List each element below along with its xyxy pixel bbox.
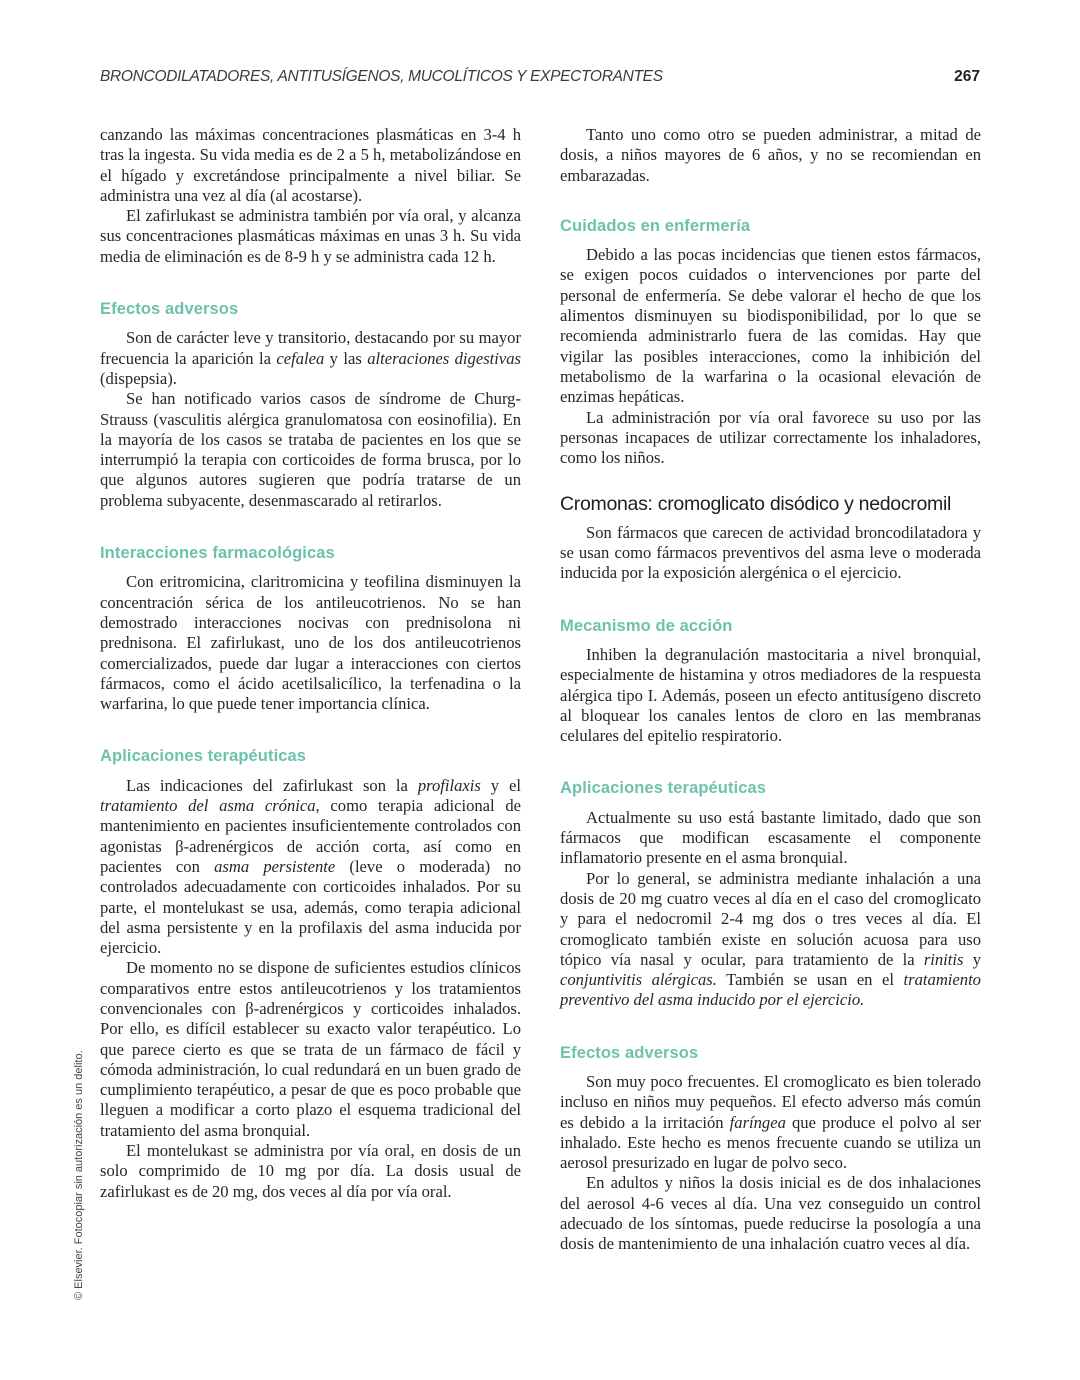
copyright-notice: © Elsevier. Fotocopiar sin autorización es un delito. xyxy=(73,1050,85,1300)
page-number: 267 xyxy=(954,68,980,85)
section-heading-cromonas: Cromonas: cromoglicato disódico y nedocromil xyxy=(560,493,952,516)
right-column xyxy=(560,125,981,1255)
paragraph: Son de carácter leve y transitorio, destacando por su mayor frecuencia la aparición la cefalea y las alteraciones digestivas (dispepsia). xyxy=(100,328,521,388)
paragraph: Tanto uno como otro se pueden administrar, a mitad de dosis, a niños mayores de 6 años, y no se recomiendan en embarazadas. xyxy=(560,125,981,185)
paragraph: El zafirlukast se administra también por vía oral, y alcanza sus concentraciones plasmáticas máximas en unas 3 h. Su vida media de eliminación es de 8-9 h y se administra cada 12 h. xyxy=(100,206,521,266)
paragraph: Son muy poco frecuentes. El cromoglicato es bien tolerado incluso en niños muy pequeños. El efecto adverso más común es debido a la irritación faríngea que produce el polvo al ser inhalado. Este hecho es menos frecuente cuando se utiliza un aerosol presurizado en lugar de polvo seco. xyxy=(560,1071,981,1173)
paragraph: Son fármacos que carecen de actividad broncodilatadora y se usan como fármacos preventivos del asma leve o moderada inducida por la exposición alergénica o el ejercicio. xyxy=(560,522,981,583)
paragraph: Debido a las pocas incidencias que tienen estos fármacos, se exigen pocos cuidados o intervenciones por parte del personal de enfermería. Se debe valorar el hecho de que los alimentos disminuyen su biodisponibilidad, por lo que se recomienda administrarlo fuera de las comidas. Hay que vigilar las posibles interacciones, como la inhibición del metabolismo de la warfarina o la ocasional elevación de enzimas hepáticas. xyxy=(560,245,981,407)
paragraph: De momento no se dispone de suficientes estudios clínicos comparativos entre estos antileucotrienos y los tratamientos convencionales con β-adrenérgicos y corticoides inhalados. Por ello, es difícil establecer su exacto valor terapéutico. Lo que parece cierto es que se trata de un fármaco de fácil y cómoda administración, lo cual redundará en un buen grado de cumplimiento terapéutico, a pesar de que es poco probable que lleguen a modificar a corto plazo el esquema tradicional del tratamiento del asma bronquial. xyxy=(100,958,521,1140)
section-heading-efectos-adversos: Efectos adversos xyxy=(100,300,239,319)
paragraph: El montelukast se administra por vía oral, en dosis de un solo comprimido de 10 mg por día. La dosis usual de zafirlukast es de 20 mg, dos veces al día por vía oral. xyxy=(100,1141,521,1201)
paragraph: Por lo general, se administra mediante inhalación a una dosis de 20 mg cuatro veces al día en el caso del cromoglicato y para el nedocromil 2-4 mg dos o tres veces al día. El cromoglicato también existe en solución acuosa para uso tópico vía nasal y ocular, para tratamiento de la rinitis y conjuntivitis alérgicas. También se usan en el tratamiento preventivo del asma inducido por el ejercicio. xyxy=(560,868,981,1010)
paragraph: Las indicaciones del zafirlukast son la profilaxis y el tratamiento del asma crónica, como terapia adicional de mantenimiento en pacientes insuficientemente controlados con agonistas β-adrenérgicos de acción corta, así como en pacientes con asma persistente (leve o moderada) no controlados adecuadamente con corticoides inhalados. Por su parte, el montelukast se usa, además, como terapia adicional del asma persistente y en la profilaxis del asma inducida por ejercicio. xyxy=(100,775,522,958)
section-heading-cuidados: Cuidados en enfermería xyxy=(560,216,751,235)
paragraph: Inhiben la degranulación mastocitaria a nivel bronquial, especialmente de histamina y otros mediadores de la respuesta alérgica tipo I. Además, poseen un efecto antitusígeno discreto al bloquear los canales lentos de cloro en las membranas celulares del epitelio respiratorio. xyxy=(560,644,981,746)
section-heading-aplicaciones: Aplicaciones terapéuticas xyxy=(100,747,307,766)
section-heading-aplicaciones-cromonas: Aplicaciones terapéuticas xyxy=(560,779,767,798)
left-column xyxy=(100,125,521,1202)
paragraph: Se han notificado varios casos de síndrome de Churg-Strauss (vasculitis alérgica granulomatosa con eosinofilia). En la mayoría de los casos se trataba de pacientes en los que se interrumpió la terapia con corticoides de forma brusca, por lo que algunos autores sugieren que podría tratarse de un problema subyacente, desenmascarado al retirarlos. xyxy=(100,389,521,510)
paragraph: canzando las máximas concentraciones plasmáticas en 3-4 h tras la ingesta. Su vida media es de 2 a 5 h, metabolizándose en el hígado y excretándose principalmente a nivel biliar. Se administra una vez al día (al acostarse). xyxy=(100,125,521,205)
section-heading-mecanismo: Mecanismo de acción xyxy=(560,616,733,635)
running-header xyxy=(100,68,980,90)
paragraph: Con eritromicina, claritromicina y teofilina disminuyen la concentración sérica de los antileucotrienos. No se han demostrado interacciones nocivas con prednisolona ni prednisona. El zafirlukast, uno de los dos antileucotrienos comercializados, puede dar lugar a interacciones con ciertos fármacos, como el ácido acetilsalicílico, la terfenadina o la warfarina, lo que puede tener importancia clínica. xyxy=(100,572,521,714)
section-heading-efectos-cromonas: Efectos adversos xyxy=(560,1043,699,1062)
paragraph: Actualmente su uso está bastante limitado, dado que son fármacos que modifican escasamente el componente inflamatorio presente en el asma bronquial. xyxy=(560,807,981,868)
running-title: BRONCODILATADORES, ANTITUSÍGENOS, MUCOLÍTICOS Y EXPECTORANTES xyxy=(100,68,663,85)
paragraph: En adultos y niños la dosis inicial es de dos inhalaciones del aerosol 4-6 veces al día. Una vez conseguido un control adecuado de los síntomas, puede reducirse la posología a una dosis de mantenimiento de una inhalación cuatro veces al día. xyxy=(560,1173,981,1254)
paragraph: La administración por vía oral favorece su uso por las personas incapaces de utilizar correctamente los inhaladores, como los niños. xyxy=(560,407,981,468)
section-heading-interacciones: Interacciones farmacológicas xyxy=(100,544,335,563)
